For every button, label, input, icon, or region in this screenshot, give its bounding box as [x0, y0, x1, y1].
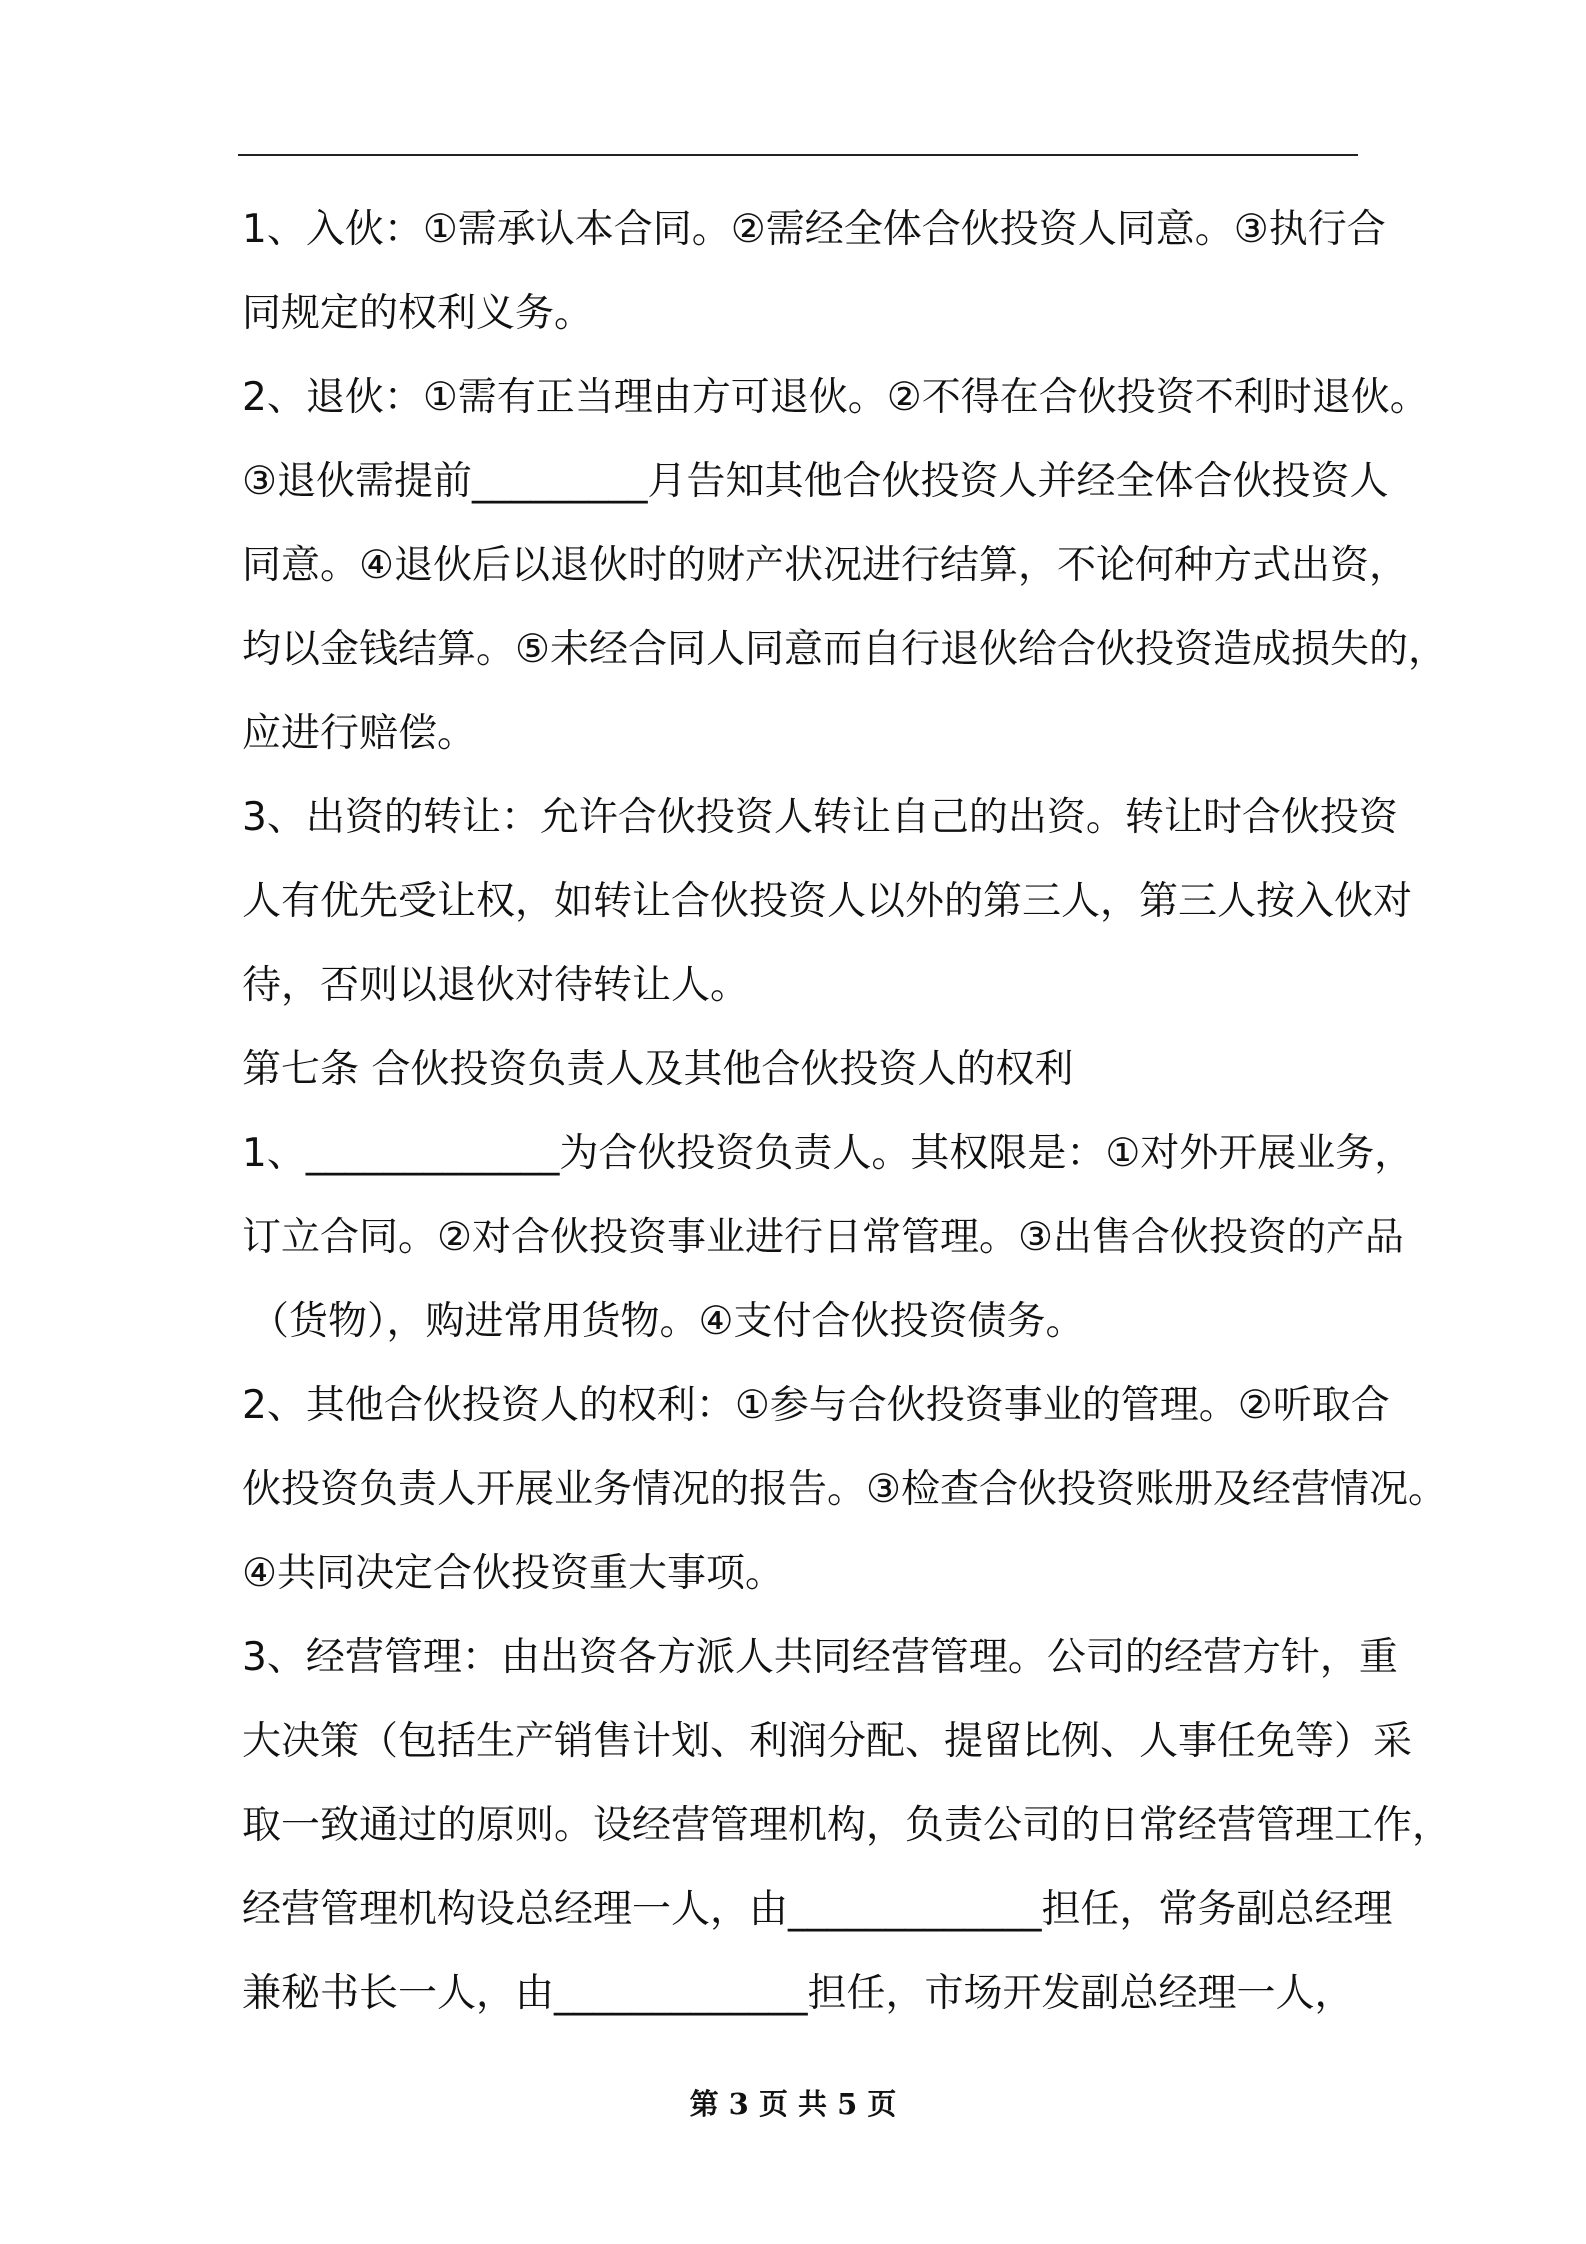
- text-line: 经营管理机构设总经理一人，由_____________担任，常务副总经理: [242, 1887, 1393, 1932]
- text-line: 同意。④退伙后以退伙时的财产状况进行结算，不论何种方式出资，: [242, 543, 1408, 588]
- text-line: 待，否则以退伙对待转让人。: [242, 963, 750, 1008]
- text-line: 同规定的权利义务。: [242, 291, 594, 336]
- text-line: 2、退伙：①需有正当理由方可退伙。②不得在合伙投资不利时退伙。: [242, 375, 1429, 420]
- text-line: 1、_____________为合伙投资负责人。其权限是：①对外开展业务，: [242, 1131, 1414, 1176]
- text-line: 大决策（包括生产销售计划、利润分配、提留比例、人事任免等）采: [242, 1719, 1413, 1764]
- text-line: 1、入伙：①需承认本合同。②需经全体合伙投资人同意。③执行合: [242, 207, 1386, 252]
- text-line: 均以金钱结算。⑤未经合同人同意而自行退伙给合伙投资造成损失的，: [242, 627, 1447, 672]
- text-line: 订立合同。②对合伙投资事业进行日常管理。③出售合伙投资的产品: [242, 1215, 1404, 1260]
- text-line: 2、其他合伙投资人的权利：①参与合伙投资事业的管理。②听取合: [242, 1383, 1390, 1428]
- text-line: （货物），购进常用货物。④支付合伙投资债务。: [250, 1299, 1085, 1344]
- text-line: ④共同决定合伙投资重大事项。: [242, 1551, 784, 1596]
- text-line: ③退伙需提前_________月告知其他合伙投资人并经全体合伙投资人: [242, 459, 1389, 504]
- document-body: [242, 188, 1452, 2036]
- text-line: 3、出资的转让：允许合伙投资人转让自己的出资。转让时合伙投资: [242, 795, 1398, 840]
- text-line: 取一致通过的原则。设经营管理机构，负责公司的日常经营管理工作，: [242, 1803, 1452, 1848]
- header-divider: [238, 154, 1358, 156]
- text-line: 应进行赔偿。: [242, 711, 477, 756]
- text-line: 人有优先受让权，如转让合伙投资人以外的第三人，第三人按入伙对: [242, 879, 1413, 924]
- text-line: 兼秘书长一人，由_____________担任，市场开发副总经理一人，: [242, 1971, 1354, 2016]
- section-heading: 第七条 合伙投资负责人及其他合伙投资人的权利: [242, 1047, 1074, 1092]
- text-line: 3、经营管理：由出资各方派人共同经营管理。公司的经营方针，重: [242, 1635, 1398, 1680]
- text-line: 伙投资负责人开展业务情况的报告。③检查合伙投资账册及经营情况。: [242, 1467, 1447, 1512]
- page-number-footer: 第 3 页 共 5 页: [689, 2087, 897, 2121]
